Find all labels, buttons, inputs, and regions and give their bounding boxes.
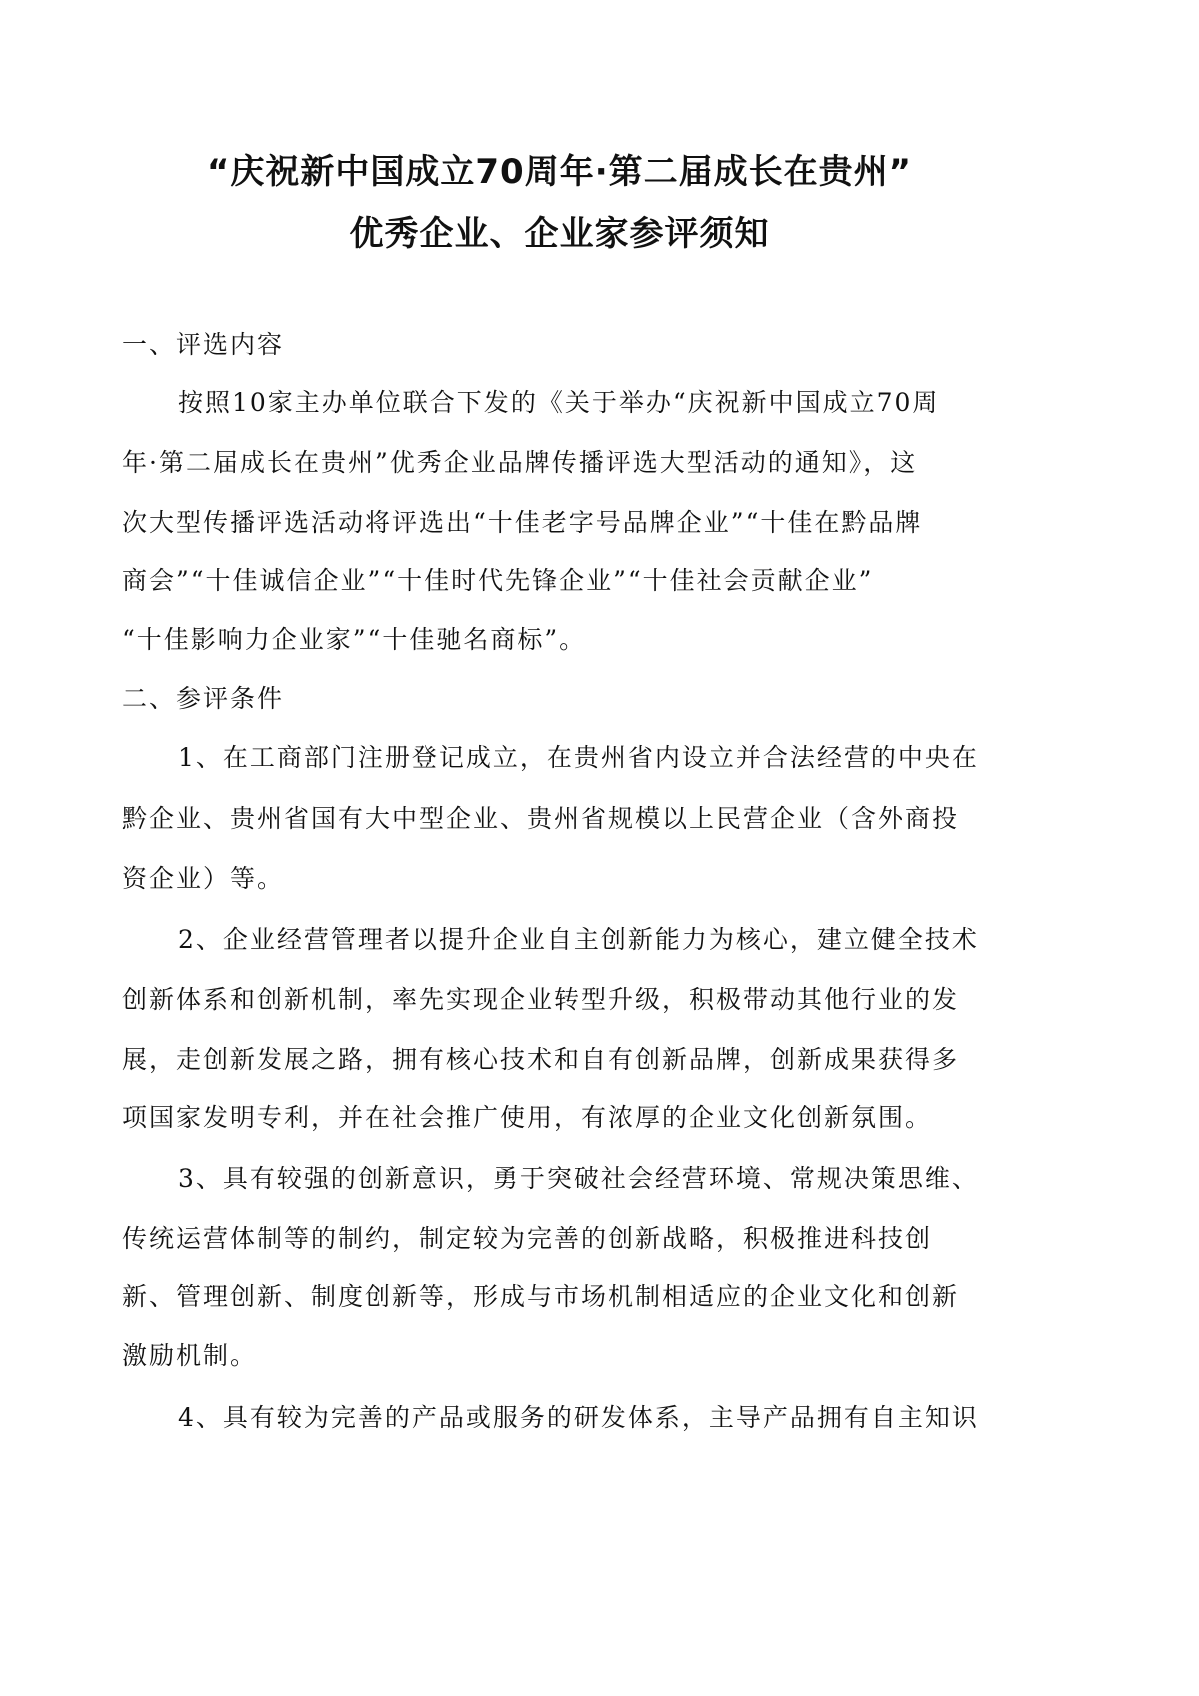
paragraph-line: 展，走创新发展之路，拥有核心技术和自有创新品牌，创新成果获得多	[122, 1045, 960, 1074]
paragraph-line: 按照10家主办单位联合下发的《关于举办“庆祝新中国成立70周	[178, 388, 940, 417]
paragraph-line: 1、在工商部门注册登记成立，在贵州省内设立并合法经营的中央在	[178, 743, 979, 772]
paragraph-line: 新、管理创新、制度创新等，形成与市场机制相适应的企业文化和创新	[122, 1282, 960, 1311]
paragraph-line: 资企业）等。	[122, 864, 285, 893]
paragraph-line: 创新体系和创新机制，率先实现企业转型升级，积极带动其他行业的发	[122, 985, 960, 1014]
section-heading-eligibility: 二、参评条件	[122, 684, 285, 713]
paragraph-line: 传统运营体制等的制约，制定较为完善的创新战略，积极推进科技创	[122, 1224, 933, 1253]
paragraph-line: 商会”“十佳诚信企业”“十佳时代先锋企业”“十佳社会贡献企业”	[122, 566, 874, 595]
section-heading-selection-content: 一、评选内容	[122, 330, 285, 359]
paragraph-line: 激励机制。	[122, 1341, 258, 1370]
paragraph-line: 黔企业、贵州省国有大中型企业、贵州省规模以上民营企业（含外商投	[122, 804, 960, 833]
paragraph-line: 2、企业经营管理者以提升企业自主创新能力为核心，建立健全技术	[178, 925, 979, 954]
paragraph-line: 次大型传播评选活动将评选出“十佳老字号品牌企业”“十佳在黔品牌	[122, 508, 923, 537]
paragraph-line: “十佳影响力企业家”“十佳驰名商标”。	[122, 625, 587, 654]
document-title-line-1: “庆祝新中国成立70周年·第二届成长在贵州”	[207, 152, 912, 192]
document-title-line-2: 优秀企业、企业家参评须知	[349, 214, 770, 254]
paragraph-line: 3、具有较强的创新意识，勇于突破社会经营环境、常规决策思维、	[178, 1164, 979, 1193]
paragraph-line: 项国家发明专利，并在社会推广使用，有浓厚的企业文化创新氛围。	[122, 1103, 933, 1132]
paragraph-line: 4、具有较为完善的产品或服务的研发体系，主导产品拥有自主知识	[178, 1403, 979, 1432]
paragraph-line: 年·第二届成长在贵州”优秀企业品牌传播评选大型活动的通知》，这	[122, 448, 918, 477]
